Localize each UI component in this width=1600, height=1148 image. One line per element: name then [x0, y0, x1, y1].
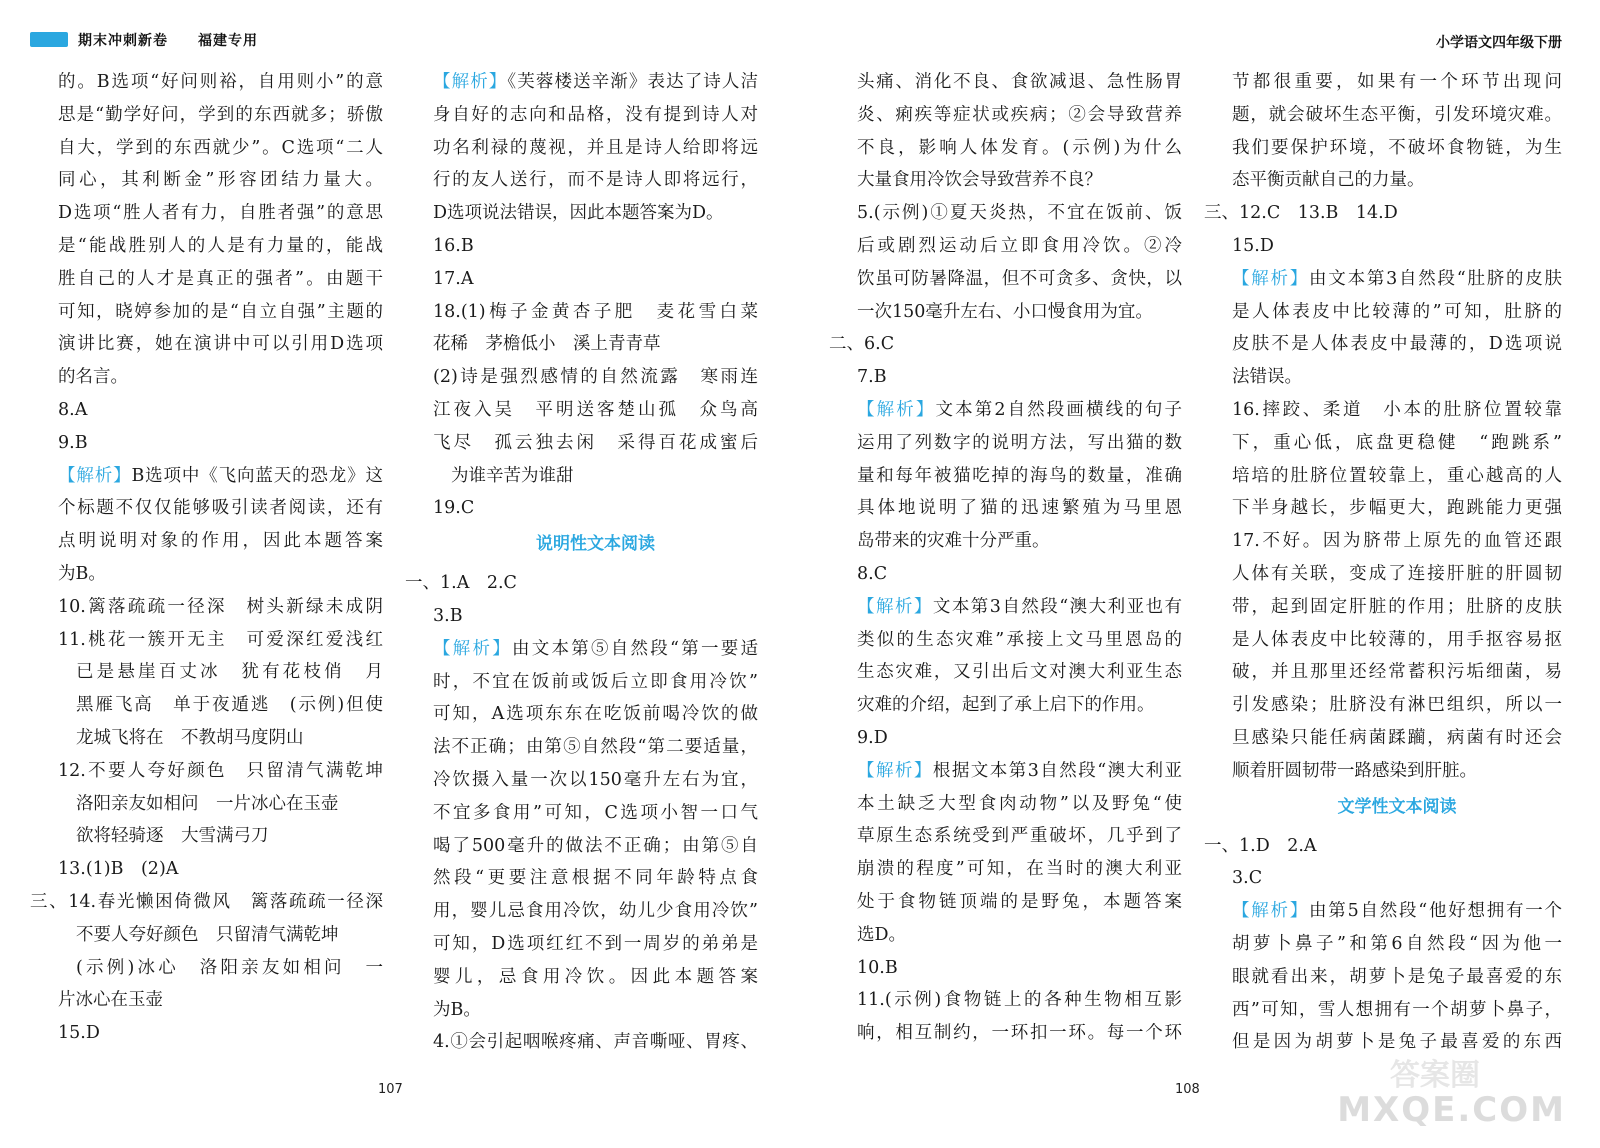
text-line: 龙城飞将在 不教胡马度阴山 — [76, 727, 304, 748]
text-line: 为谁辛苦为谁甜 — [451, 465, 574, 486]
text-line: 但是因为胡萝卜是兔子最喜爱的东西 — [1232, 1032, 1562, 1053]
text-line: 灾难的介绍，起到了承上启下的作用。 — [857, 695, 1155, 716]
analysis-text: 《芙蓉楼送辛渐》表达了诗人洁 — [507, 72, 759, 92]
text-line: 下，重心低，底盘更稳健 “跑跳系” — [1232, 432, 1562, 453]
answer-item: 10.B — [857, 957, 898, 978]
text-line: 一次150毫升左右、小口慢食用为宜。 — [857, 301, 1153, 322]
answer-item: 一、1.A 2.C — [405, 573, 517, 594]
text-line: D选项“胜人者有力，自胜者强”的意思 — [58, 203, 383, 224]
text-line: 黑雁飞高 单于夜遁逃 (示例)但使 — [76, 695, 383, 716]
analysis-line — [857, 591, 1182, 624]
text-line: 可知，D选项红红不到一周岁的弟弟是 — [433, 933, 758, 954]
text-line: 用，婴儿忌食用冷饮，幼儿少食用冷饮” — [433, 901, 758, 922]
answer-item: 11.(示例)食物链上的各种生物相互影 — [857, 990, 1182, 1011]
text-line: 为B。 — [58, 563, 106, 584]
analysis-text: 文本第3自然段“澳大利亚也有 — [932, 596, 1183, 617]
text-line: 不良，影响人体发育。(示例)为什么 — [857, 137, 1182, 158]
analysis-text: 由第5自然段“他好想拥有一个 — [1309, 901, 1562, 922]
text-line: 量和每年被猫吃掉的海鸟的数量，准确 — [857, 465, 1182, 486]
text-line: 身自好的志向和品格，没有提到诗人对 — [433, 104, 758, 125]
answer-item: 二、6.C — [829, 334, 895, 355]
answer-item: 5.(示例)①夏天炎热，不宜在饭前、饭 — [857, 203, 1182, 224]
analysis-tag: 【解析】 — [433, 638, 513, 659]
analysis-line — [1232, 263, 1562, 296]
text-line: 炎、痢疾等症状或疾病；②会导致营养 — [857, 104, 1182, 125]
text-line: 自大，学到的东西就少”。C选项“二人 — [58, 137, 383, 158]
text-line: 题，就会破坏生态平衡，引发环境灾难。 — [1232, 104, 1562, 125]
analysis-line — [857, 755, 1182, 788]
text-line: 选D。 — [857, 924, 907, 945]
analysis-tag: 【解析】 — [1232, 901, 1310, 922]
text-line: 江夜入吴 平明送客楚山孤 众鸟高 — [433, 399, 758, 420]
text-line: 旦感染只能任病菌蹂躏，病菌有时还会 — [1232, 727, 1562, 748]
page-header — [0, 0, 1600, 51]
answer-item: 12.不要人夸好颜色 只留清气满乾坤 — [58, 760, 383, 781]
answer-item: 8.A — [58, 399, 88, 420]
analysis-tag: 【解析】 — [857, 399, 936, 420]
text-line: 大量食用冷饮会导致营养不良？ — [857, 170, 1102, 191]
text-line: 法错误。 — [1232, 367, 1302, 388]
text-line: 冷饮摄入量一次以150毫升左右为宜， — [433, 769, 758, 790]
text-line: 法不正确；由第⑤自然段“第二要适量， — [433, 737, 758, 758]
analysis-text: 由文本第3自然段“肚脐的皮肤 — [1309, 268, 1562, 289]
analysis-tag: 【解析】 — [1232, 268, 1310, 289]
answer-item: 7.B — [857, 367, 887, 388]
region-label: 福建专用 — [198, 33, 258, 49]
text-line: 片冰心在玉壶 — [58, 990, 163, 1011]
text-line: 是“能战胜别人的人是有力量的，能战 — [58, 235, 383, 256]
text-line: 带，起到固定肝脏的作用；肚脐的皮肤 — [1232, 596, 1562, 617]
analysis-tag: 【解析】 — [857, 760, 933, 781]
text-line: 引发感染；肚脐没有淋巴组织，所以一 — [1232, 695, 1562, 716]
text-line: 可知，晓婷参加的是“自立自强”主题的 — [58, 301, 383, 322]
answer-item: 三、12.C 13.B 14.D — [1204, 203, 1398, 224]
analysis-text: 文本第2自然段画横线的句子 — [935, 399, 1182, 420]
watermark-logo-text: 答案圈 — [1390, 1058, 1480, 1093]
text-line: 节都很重要，如果有一个环节出现问 — [1232, 72, 1562, 92]
answer-item: 17.不好。因为脐带上原先的血管还跟 — [1232, 531, 1562, 552]
page-number-right: 108 — [1175, 1082, 1200, 1097]
text-line: 人体有关联，变成了连接肝脏的肝圆韧 — [1232, 563, 1562, 584]
page-number-left: 107 — [378, 1082, 403, 1097]
answer-item: 4.①会引起咽喉疼痛、声音嘶哑、胃疼、 — [433, 1032, 758, 1053]
answer-item: 16.摔跤、柔道 小本的肚脐位置较靠 — [1232, 399, 1562, 420]
text-line: 欲将轻骑逐 大雪满弓刀 — [76, 826, 269, 847]
watermark-url: MXQE.COM — [1337, 1090, 1566, 1130]
text-line: 顺着肝圆韧带一路感染到肝脏。 — [1232, 760, 1477, 781]
text-line: 皮肤不是人体表皮中最薄的，D选项说 — [1232, 334, 1562, 355]
answer-item: 3.B — [433, 605, 463, 626]
analysis-line — [58, 460, 383, 493]
answer-column-1 — [30, 66, 384, 1050]
analysis-text: 由文本第⑤自然段“第一要适 — [512, 638, 758, 659]
text-line: 下半身越长，步幅更大，跑跳能力更强 — [1232, 498, 1562, 519]
text-line: 是人体表皮中比较薄的，用手抠容易抠 — [1232, 629, 1562, 650]
text-line: 不宜多食用”可知，C选项小智一口气 — [433, 802, 758, 823]
section-heading: 文学性文本阅读 — [1337, 796, 1457, 817]
text-line: 头痛、消化不良、食欲减退、急性肠胃 — [857, 72, 1182, 92]
series-title: 期末冲刺新卷 — [78, 33, 168, 49]
text-line: (2)诗是强烈感情的自然流露 寒雨连 — [433, 367, 758, 388]
answer-item: 3.C — [1232, 868, 1263, 889]
text-line: 不要人夸好颜色 只留清气满乾坤 — [76, 924, 339, 945]
text-line: 胜自己的人才是真正的强者”。由题干 — [58, 268, 383, 289]
analysis-tag: 【解析】 — [58, 465, 132, 486]
text-line: 思是“勤学好问，学到的东西就多；骄傲 — [58, 104, 383, 125]
answer-item: 9.D — [857, 727, 888, 748]
answer-item: 16.B — [433, 235, 474, 256]
text-line: 时，不宜在饭前或饭后立即食用冷饮” — [433, 671, 758, 692]
subject-label: 小学语文四年级下册 — [1436, 35, 1562, 51]
text-line: 我们要保护环境，不破坏食物链，为生 — [1232, 137, 1562, 158]
text-line: 草原生态系统受到严重破坏，几乎到了 — [857, 826, 1182, 847]
text-line: 的名言。 — [58, 367, 128, 388]
analysis-line — [433, 633, 758, 666]
series-logo-icon — [30, 32, 68, 47]
text-line: 飞尽 孤云独去闲 采得百花成蜜后 — [433, 432, 758, 453]
text-line: 饮虽可防暑降温，但不可贪多、贪快，以 — [857, 268, 1182, 289]
analysis-text: 根据文本第3自然段“澳大利亚 — [932, 760, 1183, 781]
text-line: 后或剧烈运动后立即食用冷饮。②冷 — [857, 235, 1182, 256]
text-line: 具体地说明了猫的迅速繁殖为马里恩 — [857, 498, 1182, 519]
text-line: 本土缺乏大型食肉动物”以及野兔“使 — [857, 793, 1182, 814]
section-heading: 说明性文本阅读 — [536, 534, 655, 555]
text-line: 崩溃的程度”可知，在当时的澳大利亚 — [857, 859, 1182, 880]
analysis-tag: 【解析】 — [857, 596, 933, 617]
text-line: 花稀 茅檐低小 溪上青青草 — [433, 334, 661, 355]
answer-item: 15.D — [58, 1023, 100, 1044]
answer-item: 一、1.D 2.A — [1204, 835, 1317, 856]
answer-item: 15.D — [1232, 235, 1274, 256]
answer-column-2 — [405, 66, 759, 1059]
analysis-line — [1232, 895, 1562, 928]
text-line: 可知，A选项东东在吃饭前喝冷饮的做 — [433, 704, 758, 725]
text-line: 西”可知，雪人想拥有一个胡萝卜鼻子， — [1232, 999, 1562, 1020]
answer-item: 18.(1)梅子金黄杏子肥 麦花雪白菜 — [433, 301, 758, 322]
text-line: 已是悬崖百丈冰 犹有花枝俏 月 — [76, 662, 383, 683]
answer-item: 8.C — [857, 563, 888, 584]
text-line: 同心，其利断金”形容团结力量大。 — [58, 170, 383, 191]
text-line: 点明说明对象的作用，因此本题答案 — [58, 531, 383, 552]
answer-item: 9.B — [58, 432, 88, 453]
answer-column-3 — [829, 66, 1183, 1050]
text-line: 演讲比赛，她在演讲中可以引用D选项 — [58, 334, 383, 355]
text-line: 胡萝卜鼻子”和第6自然段“因为他一 — [1232, 933, 1562, 954]
text-line: 然段“更要注意根据不同年龄特点食 — [433, 868, 758, 889]
answer-column-4 — [1204, 66, 1562, 1059]
text-line: 类似的生态灾难”承接上文马里恩岛的 — [857, 629, 1182, 650]
analysis-line — [433, 66, 758, 99]
text-line: 洛阳亲友如相问 一片冰心在玉壶 — [76, 793, 339, 814]
text-line: D选项说法错误，因此本题答案为D。 — [433, 203, 724, 224]
text-line: 眼就看出来，胡萝卜是兔子最喜爱的东 — [1232, 966, 1562, 987]
answer-item: 11.桃花一簇开无主 可爱深红爱浅红 — [58, 629, 383, 650]
answer-item: 13.(1)B (2)A — [58, 859, 179, 880]
analysis-line — [857, 394, 1182, 427]
text-line: (示例)冰心 洛阳亲友如相问 一 — [76, 957, 383, 978]
text-line: 行的友人送行，而不是诗人即将远行， — [433, 170, 758, 191]
text-line: 处于食物链顶端的是野兔，本题答案 — [857, 891, 1182, 912]
text-line: 培培的肚脐位置较靠上，重心越高的人 — [1232, 465, 1562, 486]
text-line: 破，并且那里还经常蓄积污垢细菌，易 — [1232, 662, 1562, 683]
text-line: 婴儿，忌食用冷饮。因此本题答案 — [433, 966, 758, 987]
text-line: 岛带来的灾难十分严重。 — [857, 531, 1050, 552]
analysis-tag: 【解析】 — [433, 72, 508, 92]
analysis-text: B选项中《飞向蓝天的恐龙》这 — [131, 465, 384, 486]
text-line: 运用了列数字的说明方法，写出猫的数 — [857, 432, 1182, 453]
text-line: 是人体表皮中比较薄的”可知，肚脐的 — [1232, 301, 1562, 322]
text-line: 态平衡贡献自己的力量。 — [1232, 170, 1425, 191]
text-line: 响，相互制约，一环扣一环。每一个环 — [857, 1023, 1182, 1044]
answer-item: 19.C — [433, 498, 475, 519]
answer-item: 10.篱落疏疏一径深 树头新绿未成阴 — [58, 596, 383, 617]
answer-item: 三、14.春光懒困倚微风 篱落疏疏一径深 — [30, 891, 383, 912]
text-line: 生态灾难，又引出后文对澳大利亚生态 — [857, 662, 1182, 683]
text-line: 为B。 — [433, 999, 481, 1020]
text-line: 的。B选项“好问则裕，自用则小”的意 — [58, 72, 383, 92]
text-line: 喝了500毫升的做法不正确；由第⑤自 — [433, 835, 758, 856]
answer-item: 17.A — [433, 268, 474, 289]
text-line: 功名利禄的蔑视，并且是诗人给即将远 — [433, 137, 758, 158]
text-line: 个标题不仅仅能够吸引读者阅读，还有 — [58, 498, 383, 519]
